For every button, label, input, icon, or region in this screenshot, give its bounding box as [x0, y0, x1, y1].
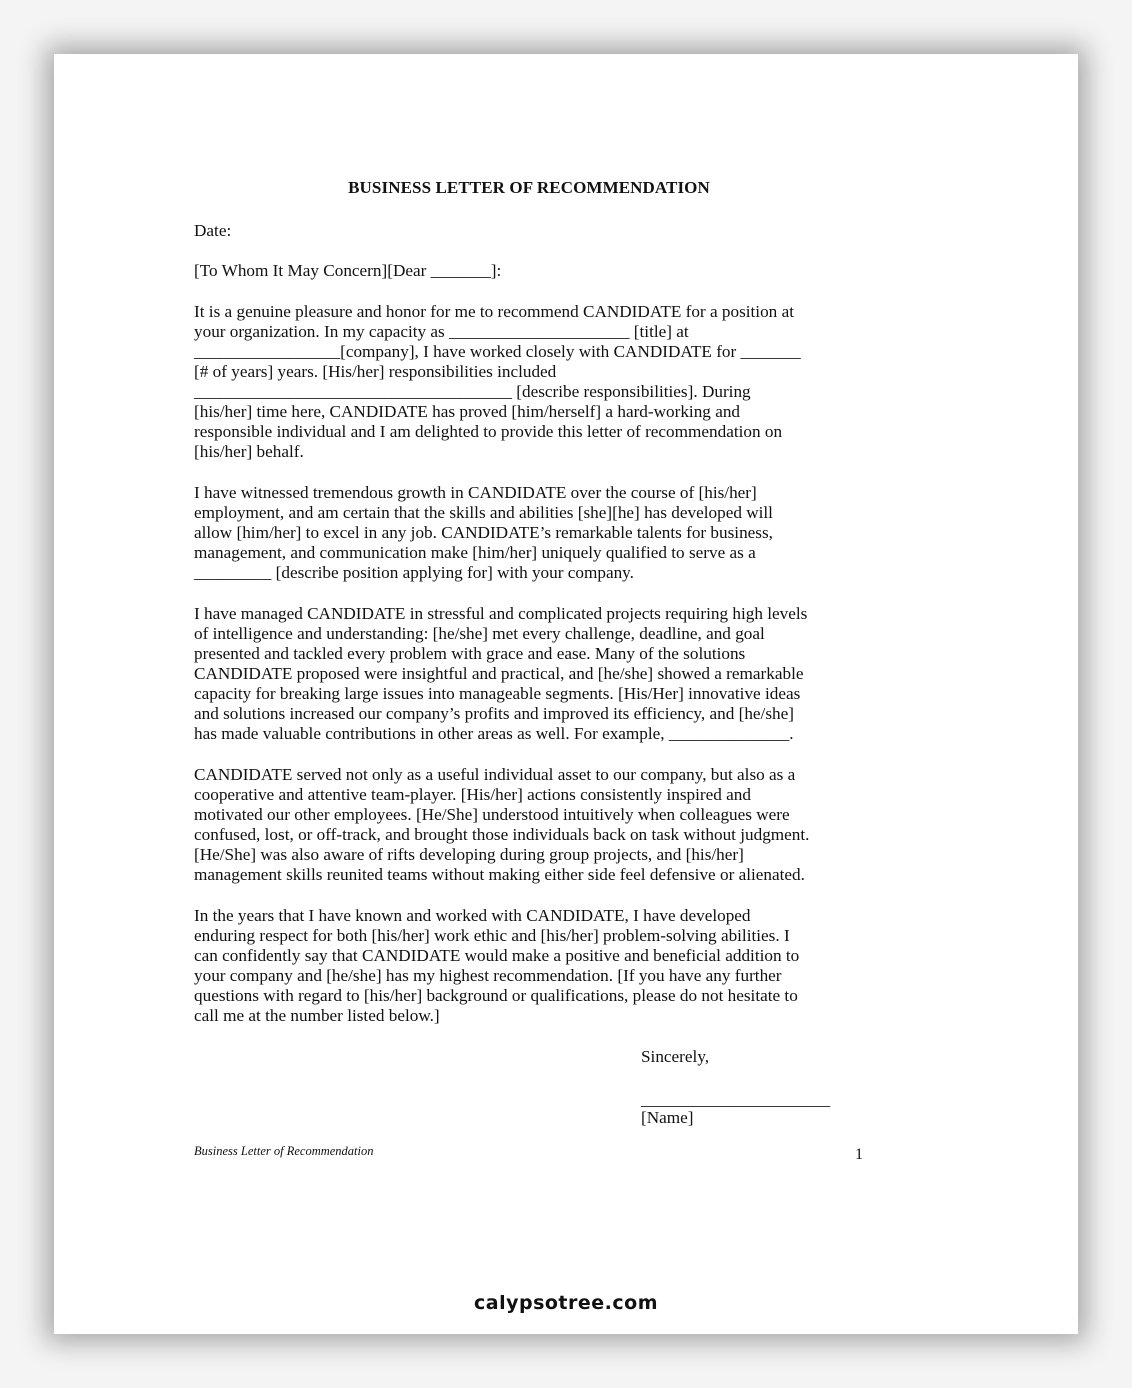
paragraph-5-line: questions with regard to [his/her] background or qualifications, please do not hesitate to: [194, 986, 798, 1005]
paragraph-4-line: confused, lost, or off-track, and brought those individuals back on task without judgment.: [194, 825, 810, 844]
paragraph-4-line: management skills reunited teams without making either side feel defensive or alienated.: [194, 865, 805, 884]
paragraph-2-line: allow [him/her] to excel in any job. CANDIDATE’s remarkable talents for business,: [194, 523, 773, 542]
paragraph-3-line: capacity for breaking large issues into manageable segments. [His/Her] innovative ideas: [194, 684, 801, 703]
signature-line: ______________________: [641, 1090, 831, 1109]
paragraph-2-line: _________ [describe position applying for] with your company.: [194, 563, 634, 582]
paragraph-1-line: It is a genuine pleasure and honor for me to recommend CANDIDATE for a position at: [194, 302, 794, 321]
closing: Sincerely,: [641, 1047, 710, 1066]
paragraph-5-line: enduring respect for both [his/her] work ethic and [his/her] problem-solving abilities. I: [194, 926, 790, 945]
paragraph-1-line: [his/her] behalf.: [194, 442, 304, 461]
paragraph-3-line: I have managed CANDIDATE in stressful and complicated projects requiring high levels: [194, 604, 808, 623]
paragraph-1-line: _________________[company], I have worked closely with CANDIDATE for _______: [194, 342, 801, 361]
date-line: Date:: [194, 221, 232, 240]
paragraph-4-line: motivated our other employees. [He/She] understood intuitively when colleagues were: [194, 805, 790, 824]
paragraph-3-line: presented and tackled every problem with grace and ease. Many of the solutions: [194, 644, 746, 663]
paragraph-4-line: CANDIDATE served not only as a useful individual asset to our company, but also as a: [194, 765, 796, 784]
paragraph-2-line: I have witnessed tremendous growth in CANDIDATE over the course of [his/her]: [194, 483, 757, 502]
paragraph-1-line: your organization. In my capacity as _____________________ [title] at: [194, 322, 689, 341]
paragraph-1-line: _____________________________________ [describe responsibilities]. During: [194, 382, 751, 401]
paragraph-3-line: has made valuable contributions in other areas as well. For example, ______________.: [194, 724, 794, 743]
paragraph-4-line: [He/She] was also aware of rifts developing during group projects, and [his/her]: [194, 845, 744, 864]
letter-page: [54, 54, 1078, 1334]
paragraph-5-line: can confidently say that CANDIDATE would make a positive and beneficial addition to: [194, 946, 800, 965]
letter-title: BUSINESS LETTER OF RECOMMENDATION: [348, 178, 710, 197]
paragraph-5-line: call me at the number listed below.]: [194, 1006, 440, 1025]
page-number: 1: [855, 1146, 863, 1163]
signer-name: [Name]: [641, 1108, 694, 1127]
salutation: [To Whom It May Concern][Dear _______]:: [194, 261, 502, 280]
paragraph-5-line: your company and [he/she] has my highest recommendation. [If you have any further: [194, 966, 782, 985]
paragraph-3-line: and solutions increased our company’s profits and improved its efficiency, and [he/she]: [194, 704, 794, 723]
paragraph-5-line: In the years that I have known and worked with CANDIDATE, I have developed: [194, 906, 751, 925]
paragraph-2-line: employment, and am certain that the skills and abilities [she][he] has developed will: [194, 503, 773, 522]
watermark-text: calypsotree.com: [473, 1292, 658, 1314]
paragraph-1-line: responsible individual and I am delighted to provide this letter of recommendation on: [194, 422, 783, 441]
paragraph-1-line: [his/her] time here, CANDIDATE has proved [him/herself] a hard-working and: [194, 402, 741, 421]
paragraph-4-line: cooperative and attentive team-player. [His/her] actions consistently inspired and: [194, 785, 751, 804]
paragraph-3-line: of intelligence and understanding: [he/she] met every challenge, deadline, and goal: [194, 624, 765, 643]
paragraph-2-line: management, and communication make [him/her] uniquely qualified to serve as a: [194, 543, 756, 562]
footer-title: Business Letter of Recommendation: [194, 1144, 374, 1158]
paragraph-3-line: CANDIDATE proposed were insightful and practical, and [he/she] showed a remarkable: [194, 664, 804, 683]
paragraph-1-line: [# of years] years. [His/her] responsibilities included: [194, 362, 557, 381]
